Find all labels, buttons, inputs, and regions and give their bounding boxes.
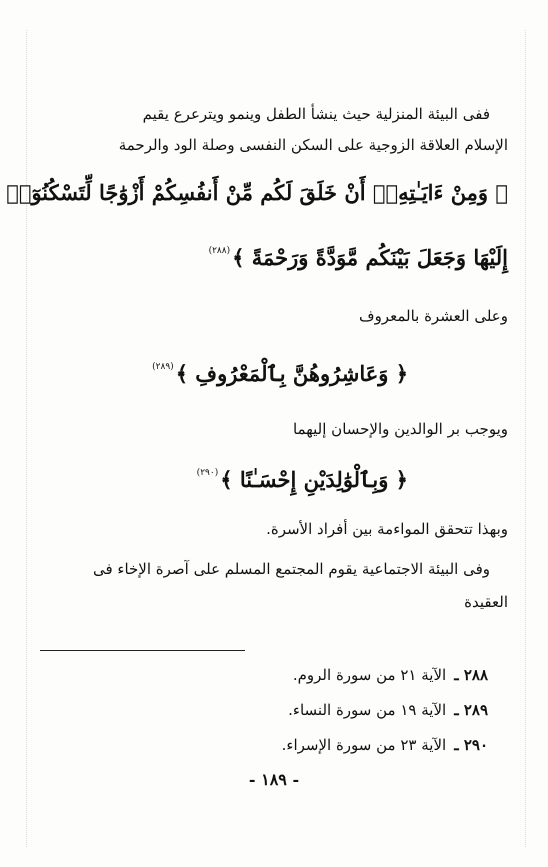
paragraph-4: وبهذا تتحقق المواءمة بين أفراد الأسرة. — [266, 520, 508, 538]
verse-3-text: ﴿ وَبِٱلْوَٰلِدَيْنِ إِحْسَـٰنًا ﴾ — [220, 467, 408, 492]
footnote-number: ٢٨٨ ـ — [454, 666, 488, 684]
footnote-text: الآية ٢٣ من سورة الإسراء. — [281, 736, 447, 754]
footnote-ref-289: (٢٨٩) — [152, 362, 174, 372]
paragraph-1-line-2: الإسلام العلاقة الزوجية على السكن النفسى وصلة الود والرحمة — [118, 136, 508, 154]
verse-2-text: ﴿ وَعَاشِرُوهُنَّ بِٱلْمَعْرُوفِ ﴾ — [175, 361, 408, 386]
footnote-text: الآية ١٩ من سورة النساء. — [288, 701, 447, 719]
footnote-number: ٢٨٩ ـ — [454, 701, 488, 719]
verse-1-line-1: ﴿ وَمِنْ ءَايَـٰتِهِۦٓ أَنْ خَلَقَ لَكُم مِّنْ أَنفُسِكُمْ أَزْوَٰجًا لِّتَسْكُنُوٓا۟ — [6, 180, 508, 205]
footnote-ref-288: (٢٨٨) — [208, 246, 231, 256]
paragraph-1-line-1: ففى البيئة المنزلية حيث ينشأ الطفل وينمو ويترعرع يقيم — [142, 105, 490, 123]
paragraph-5-line-2: العقيدة — [464, 593, 508, 611]
footnote-288 — [293, 664, 488, 686]
verse-2 — [40, 352, 408, 389]
verse-1-line-2 — [40, 236, 508, 273]
verse-3 — [40, 458, 408, 495]
paragraph-5-line-1: وفى البيئة الاجتماعية يقوم المجتمع المسلم على آصرة الإخاء فى — [92, 560, 490, 578]
footnote-289 — [288, 699, 488, 721]
footnote-number: ٢٩٠ ـ — [454, 736, 488, 754]
footnote-text: الآية ٢١ من سورة الروم. — [292, 666, 447, 684]
paragraph-2: وعلى العشرة بالمعروف — [359, 307, 508, 325]
footnote-290 — [282, 734, 488, 756]
footnote-ref-290: (٢٩٠) — [196, 468, 219, 478]
page-edge-left — [26, 30, 27, 847]
page-edge-right — [525, 30, 526, 847]
page-number: - ١٨٩ - — [248, 770, 300, 789]
verse-1-line-2-text: إِلَيْهَا وَجَعَلَ بَيْنَكُم مَّوَدَّةً وَرَحْمَةً ﴾ — [232, 245, 508, 270]
footnote-separator — [40, 650, 245, 651]
paragraph-3: ويوجب بر الوالدين والإحسان إليهما — [292, 420, 508, 438]
